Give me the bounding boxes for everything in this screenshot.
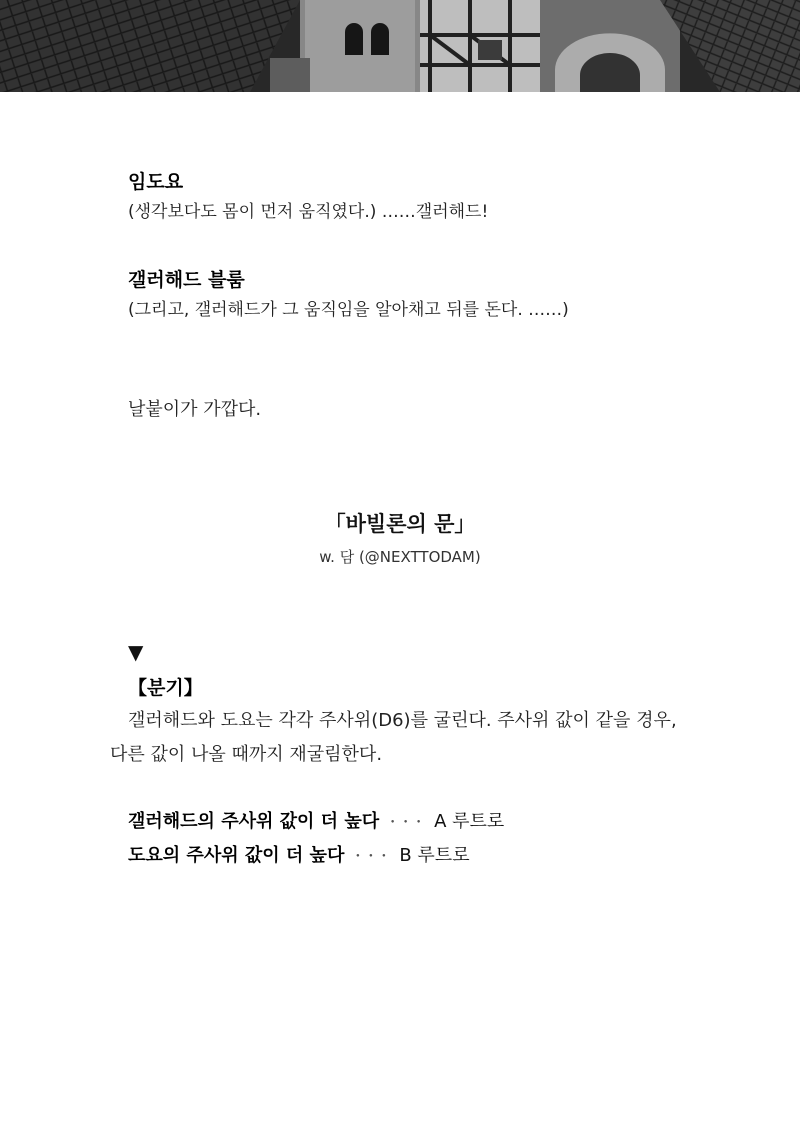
story-title: 「바빌론의 문」: [324, 512, 476, 536]
narration-text: 날붙이가 가깝다.: [128, 399, 262, 420]
branch-instructions: 갤러해드와 도요는 각각 주사위(D6)를 굴린다. 주사위 값이 같을 경우, 다른 값이 나올 때까지 재굴림한다.: [110, 710, 677, 765]
route-result: B 루트로: [399, 845, 470, 866]
route-condition: 갤러해드의 주사위 값이 더 높다: [128, 811, 380, 832]
dialogue-entry: [128, 268, 569, 322]
route-result: A 루트로: [434, 811, 505, 832]
route-option: [128, 808, 504, 837]
branch-heading: 【분기】: [128, 677, 203, 699]
header-banner-image: [0, 0, 800, 92]
route-option: [128, 842, 470, 871]
dialogue-line: (생각보다도 몸이 먼저 움직였다.) ……갤러해드!: [128, 202, 489, 222]
triangle-down-icon: ▼: [128, 640, 144, 664]
speaker-name: 갤러해드 블룸: [128, 269, 245, 291]
story-byline: w. 담 (@NEXTTODAM): [319, 548, 481, 566]
route-separator: ･･･: [389, 815, 429, 831]
castle-photo-icon: [0, 0, 800, 92]
route-separator: ･･･: [354, 849, 394, 865]
dialogue-entry: [128, 170, 488, 224]
route-condition: 도요의 주사위 값이 더 높다: [128, 845, 345, 866]
speaker-name: 임도요: [128, 171, 184, 193]
dialogue-line: (그리고, 갤러해드가 그 움직임을 알아채고 뒤를 돈다. ……): [128, 300, 569, 320]
